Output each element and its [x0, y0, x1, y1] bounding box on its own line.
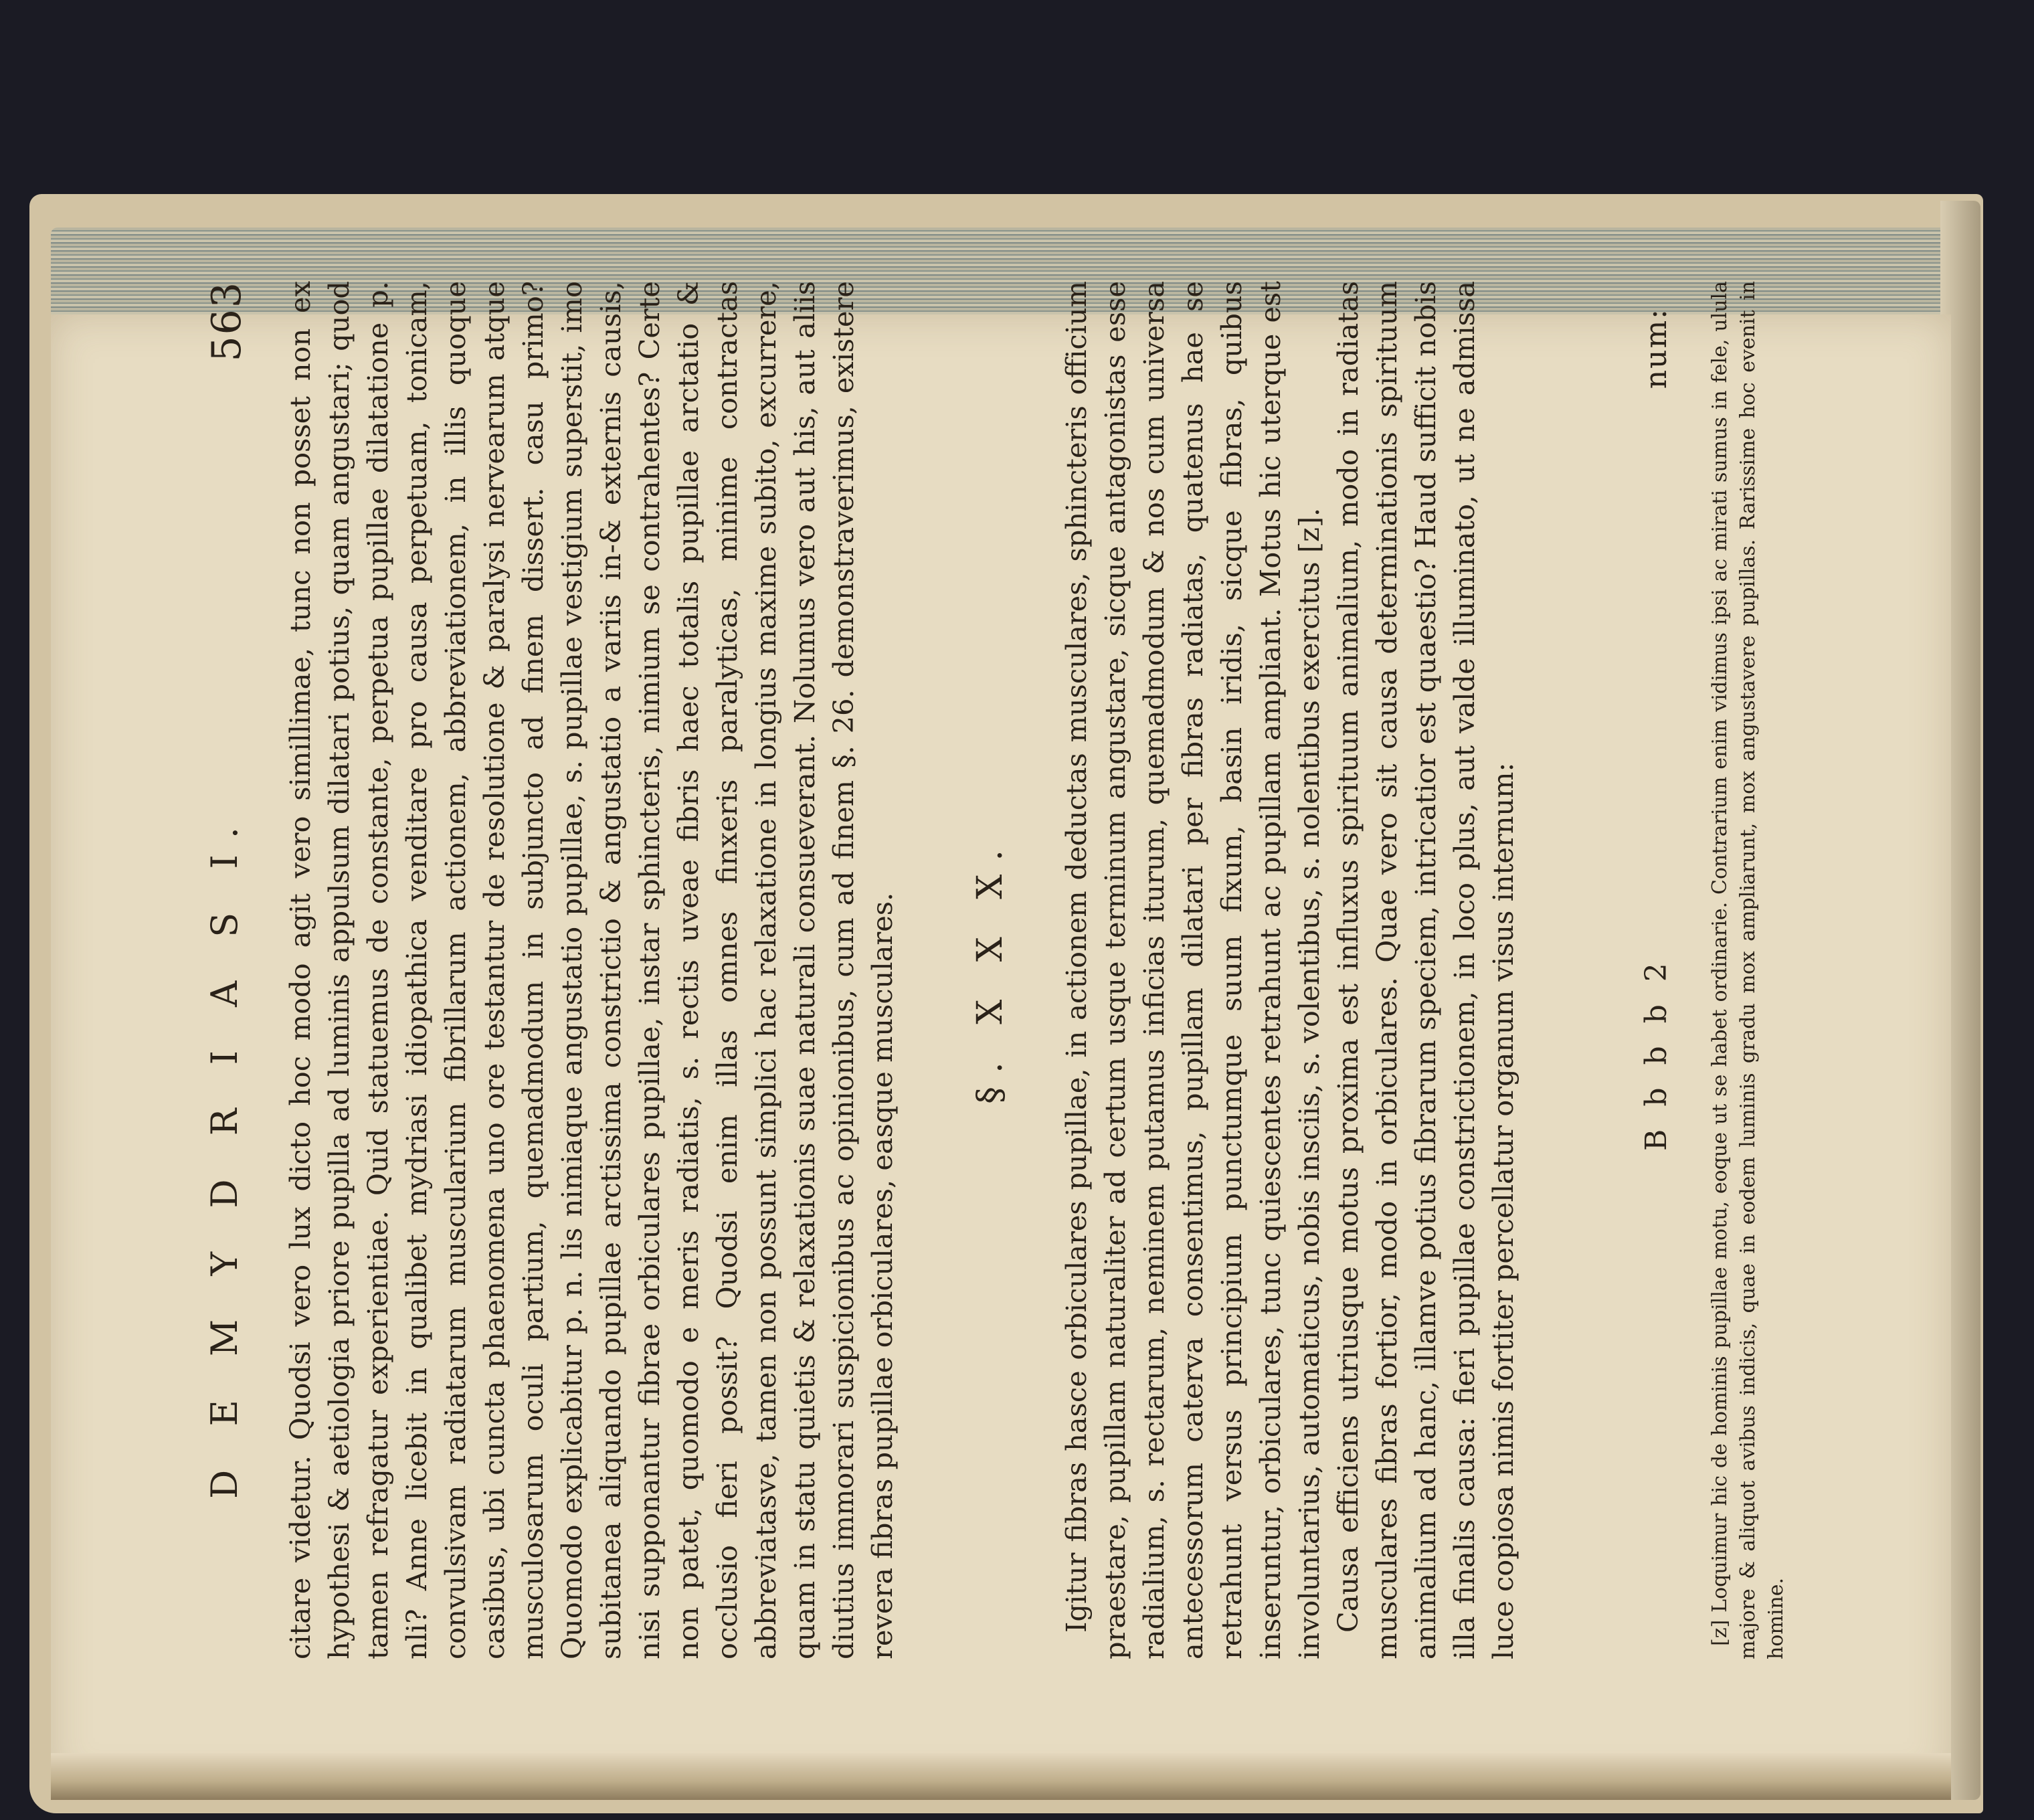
paragraph-1-text: citare videtur. Quodsi vero lux dicto hoc modo agit vero simillimae, tunc non posset non ex hypothesi & aetiologia priore pupilla ad luminis appulsum dilatari potius, quam angustari; quod tamen refragatur experientiae. Quid statuemus de constante, perpetua pupillae dilatatione p. nli? Anne licebit in qualibet mydriasi idiopathica venditare pro causa perpetuam, tonicam, convulsivam radiatarum muscularium fibrillarum actionem, abbreviationem, in illis quoque casibus, ubi cuncta phaenomena uno ore testantur de resolutione & paralysi nervearum atque musculosarum oculi partium, quemadmodum in subjuncto ad finem dissert. casu primo? Quomodo explicabitur p. n. lis nimiaque angustatio pupillae, s. pupillae vestigium superstit, imo subitanea aliquando pupillae arctissima constrictio & angustatio a variis in-& externis causis, nisi supponantur fibrae orbiculares pupillae, instar sphincteris, nimium se contrahentes? Certe non patet, quomodo e meris radiatis, s. rectis uveae fibris haec totalis pupillae arctatio & occlusio fieri possit? Quodsi enim illas omnes finxeris paralyticas, minime contractas abbreviatasve, tamen non possunt simplici hac relaxatione in longius maxime subito, excurrere, quam in statu quietis & relaxationis suae naturali consueverant. Nolumus vero aut his, aut aliis diutius immorari suspicionibus ac opinionibus, cum ad finem §. 26. demonstraverimus, existere revera fibras pupillae orbiculares, easque musculares. [284, 281, 899, 1659]
book-gutter [51, 1753, 1951, 1800]
paragraph-2-text: Igitur fibras hasce orbiculares pupillae, in actionem deductas musculares, sphincteris officium praestare, pupillam naturaliter ad certum usque terminum angustare, sicque antagonistas esse radialium, s. rectarum, neminem putamus inficias iturum, quemadmodum & nos cum universa antecessorum caterva consentimus, pupillam dilatari per fibras radiatas, quatenus hae se retrahunt versus principium punctumque suum fixum, basin iridis, sicque fibras, quibus inseruntur, orbiculares, tunc quiescentes retrahunt ac pupillam ampliant. Motus hic uterque est involuntarius, automaticus, nobis insciis, s. volentibus, s. nolentibus exercitus [z]. [1060, 281, 1325, 1659]
footnote [1706, 281, 1790, 1659]
paragraph-1 [281, 281, 902, 1659]
printed-page [194, 241, 1827, 1686]
section-heading: §. X X X. [970, 836, 1010, 1104]
page-number: 563 [203, 281, 250, 362]
running-header [194, 281, 268, 1659]
footnote-text: [z] Loquimur hic de hominis pupillae motu, eoque ut se habet ordinarie. Contrarium enim vidimus ipsi ac mirati sumus in fele, ulula majore & aliquot avibus indicis, quae in eodem luminis gradu mox ampliarunt, mox angustavere pupillas. Rarissime hoc evenit in homine. [1708, 281, 1788, 1659]
paragraph-3-text: Causa efficiens utriusque motus proxima est influxus spirituum animalium, modo in radiatas musculares fibras fortior, modo in orbiculares. Quae vero sit causa determinationis spirituum animalium ad hanc, illamve potius fibrarum speciem, intricatior est quaestio? Haud sufficit nobis illa finalis causa: fieri pupillae constrictionem, in loco plus, aut valde illuminato, ut ne admissa luce copiosa nimis fortiter percellatur organum visus internum: [1331, 281, 1519, 1659]
catchword: num: [1639, 308, 1673, 389]
signature-line [1639, 281, 1679, 1659]
signature-mark: B b b b 2 [1639, 956, 1673, 1151]
running-title: D E M Y D R I A S I. [203, 811, 246, 1499]
section-body [1057, 281, 1523, 1659]
